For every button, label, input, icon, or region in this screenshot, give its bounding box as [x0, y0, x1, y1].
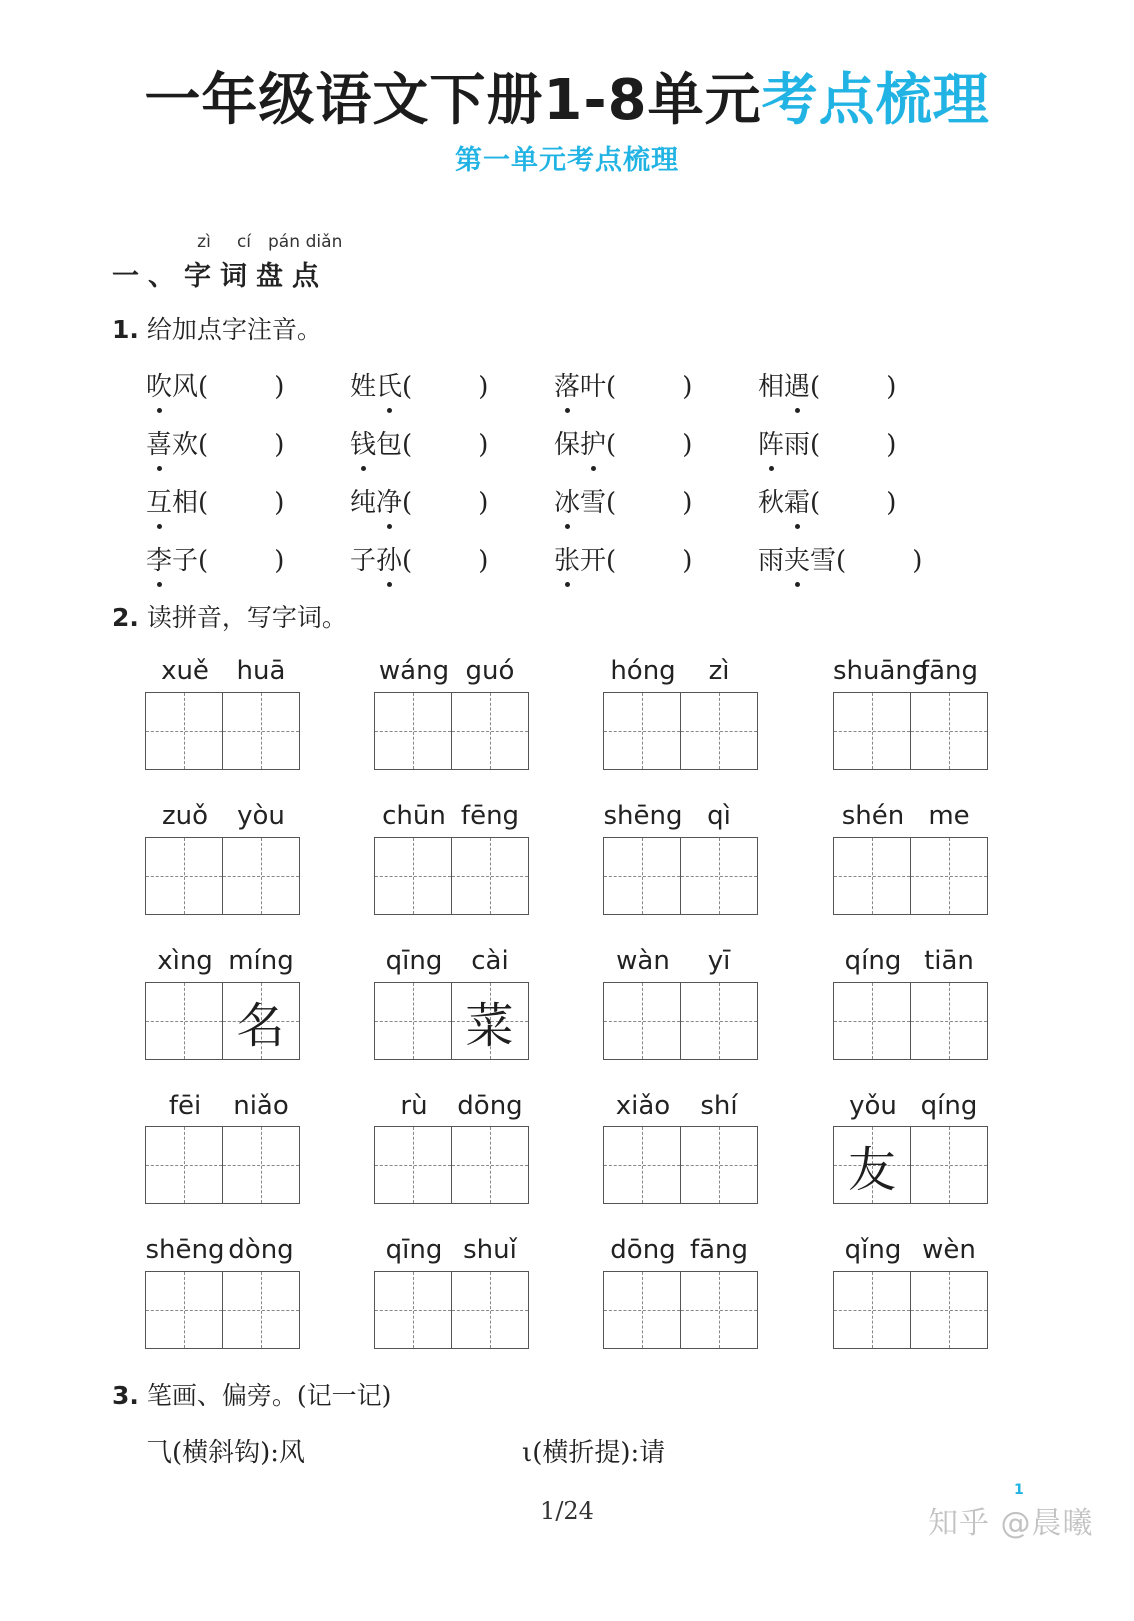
writing-cell[interactable]: [222, 1271, 300, 1349]
paren-close: ): [478, 430, 489, 460]
writing-cell[interactable]: [833, 982, 911, 1060]
written-char: [375, 1127, 451, 1203]
pinyin-syllable: yī: [707, 946, 731, 976]
paren-close: ): [274, 372, 285, 402]
dotted-char: 钱: [350, 424, 376, 461]
written-char: [604, 1272, 680, 1348]
written-char: [911, 693, 987, 769]
section-heading-pinyin: [184, 232, 344, 252]
tianzi-grid: [374, 1126, 530, 1204]
paren-open: (: [606, 430, 617, 460]
pinyin-word-item: [554, 366, 692, 403]
stroke-note: ⺄(横斜钩):风: [146, 1438, 306, 1468]
tianzi-grid: [145, 1126, 301, 1204]
writing-cell[interactable]: [603, 837, 681, 915]
writing-cell[interactable]: [374, 692, 452, 770]
word-char: 子: [172, 546, 199, 576]
paren-close: ): [478, 372, 489, 402]
pinyin-syllable: pán: [268, 232, 300, 252]
pinyin-syllable: niǎo: [233, 1091, 289, 1121]
written-char: [911, 1127, 987, 1203]
dotted-char: 吹: [146, 366, 172, 403]
writing-cell[interactable]: [374, 1126, 452, 1204]
written-char: [681, 983, 757, 1059]
tianzi-grid: [374, 837, 530, 915]
written-char: [681, 838, 757, 914]
dotted-char: 夹: [784, 540, 810, 577]
paren-close: ): [682, 372, 693, 402]
word-char: 叶: [580, 372, 607, 402]
paren-close: ): [886, 430, 897, 460]
page-mark: 1: [1014, 1482, 1024, 1498]
written-char: [911, 838, 987, 914]
pinyin-syllable: yòu: [237, 801, 285, 831]
written-char: [834, 838, 910, 914]
writing-cell[interactable]: [833, 692, 911, 770]
dotted-char: 护: [580, 424, 606, 461]
paren-close: ): [682, 546, 693, 576]
pinyin-syllable: xuě: [161, 656, 209, 686]
tianzi-grid: [145, 982, 301, 1060]
pinyin-word-item: [350, 482, 488, 519]
pinyin-syllable: diǎn: [305, 232, 343, 252]
word-char: 姓: [350, 372, 377, 402]
pinyin-syllable: dōng: [610, 1235, 676, 1265]
writing-cell[interactable]: [910, 1126, 988, 1204]
pinyin-syllable: rù: [400, 1091, 428, 1121]
paren-open: (: [198, 546, 209, 576]
paren-open: (: [606, 372, 617, 402]
paren-open: (: [402, 372, 413, 402]
pinyin-syllable: shuāng: [833, 656, 929, 686]
pinyin-word-item: [554, 424, 692, 461]
paren-close: ): [886, 372, 897, 402]
writing-cell[interactable]: [603, 982, 681, 1060]
tianzi-grid: [603, 692, 759, 770]
paren-close: ): [912, 546, 923, 576]
dotted-char: 氏: [376, 366, 402, 403]
tianzi-grid: [833, 837, 989, 915]
dotted-char: 落: [554, 366, 580, 403]
writing-cell[interactable]: [451, 1271, 529, 1349]
written-char: 菜: [465, 997, 514, 1054]
pinyin-syllable: míng: [228, 946, 294, 976]
word-char: 欢: [172, 430, 199, 460]
paren-close: ): [886, 488, 897, 518]
pinyin-syllable: me: [928, 801, 970, 831]
pinyin-syllable: dōng: [457, 1091, 523, 1121]
paren-close: ): [274, 546, 285, 576]
dotted-char: 喜: [146, 424, 172, 461]
writing-cell[interactable]: [374, 837, 452, 915]
written-char: [604, 838, 680, 914]
tianzi-grid: [603, 1126, 759, 1204]
tianzi-grid: [603, 837, 759, 915]
written-char: [375, 838, 451, 914]
written-char: [223, 838, 299, 914]
dotted-char: 冰: [554, 482, 580, 519]
tianzi-grid: [145, 837, 301, 915]
pinyin-syllable: xìng: [157, 946, 213, 976]
word-char: 包: [376, 430, 403, 460]
pinyin-syllable: huā: [236, 656, 286, 686]
writing-cell[interactable]: [451, 692, 529, 770]
written-char: [146, 1127, 222, 1203]
pinyin-syllable: wàn: [616, 946, 670, 976]
word-char: 雪: [580, 488, 607, 518]
pinyin-syllable: wáng: [378, 656, 450, 686]
pinyin-word-item: [758, 482, 896, 519]
written-char: [834, 1272, 910, 1348]
writing-cell[interactable]: [145, 982, 223, 1060]
paren-open: (: [810, 372, 821, 402]
written-char: [452, 693, 528, 769]
tianzi-grid: [145, 1271, 301, 1349]
written-char: [223, 1272, 299, 1348]
written-char: [834, 693, 910, 769]
word-char: 雪: [810, 546, 837, 576]
written-char: [452, 838, 528, 914]
written-char: 友: [847, 1141, 896, 1198]
writing-cell[interactable]: [145, 837, 223, 915]
writing-cell[interactable]: [603, 1126, 681, 1204]
tianzi-grid: [603, 982, 759, 1060]
pinyin-word-item: [758, 540, 922, 577]
pinyin-syllable: qīng: [385, 1235, 443, 1265]
dotted-char: 孙: [376, 540, 402, 577]
pinyin-word-item: [146, 482, 284, 519]
writing-cell[interactable]: [451, 1126, 529, 1204]
question-2: [112, 598, 347, 634]
written-char: [223, 1127, 299, 1203]
pinyin-syllable: cí: [236, 232, 252, 252]
pinyin-word-item: [350, 366, 488, 403]
question-text: 给加点字注音。: [146, 315, 322, 344]
pinyin-syllable: qīng: [385, 946, 443, 976]
writing-cell[interactable]: [680, 1126, 758, 1204]
pinyin-syllable: wèn: [922, 1235, 976, 1265]
pinyin-syllable: shí: [700, 1091, 738, 1121]
question-text: 笔画、偏旁。(记一记): [146, 1381, 392, 1410]
tianzi-grid: [145, 692, 301, 770]
writing-cell[interactable]: [910, 692, 988, 770]
paren-open: (: [810, 430, 821, 460]
question-number: 2.: [112, 603, 139, 632]
written-char: [452, 1272, 528, 1348]
writing-cell[interactable]: [145, 1126, 223, 1204]
writing-cell[interactable]: [374, 1271, 452, 1349]
title-main: 一年级语文下册1-8单元: [144, 68, 762, 133]
tianzi-grid: [374, 1271, 530, 1349]
paren-close: ): [478, 488, 489, 518]
page-title: [0, 56, 1134, 136]
pinyin-word-item: [146, 366, 284, 403]
dotted-char: 霜: [784, 482, 810, 519]
word-char: 相: [758, 372, 785, 402]
tianzi-grid: [833, 1126, 989, 1204]
written-char: [834, 983, 910, 1059]
pinyin-word-item: [554, 482, 692, 519]
paren-open: (: [606, 488, 617, 518]
written-char: [223, 693, 299, 769]
paren-close: ): [682, 488, 693, 518]
pinyin-syllable: shēng: [603, 801, 683, 831]
stroke-note: ι(横折提):请: [522, 1438, 666, 1468]
tianzi-grid: [833, 982, 989, 1060]
title-highlight: 考点梳理: [761, 68, 990, 133]
tianzi-grid: [833, 692, 989, 770]
pinyin-syllable: hóng: [610, 656, 676, 686]
pinyin-syllable: qíng: [920, 1091, 978, 1121]
paren-open: (: [402, 488, 413, 518]
writing-cell[interactable]: [833, 1271, 911, 1349]
written-char: [146, 983, 222, 1059]
writing-cell[interactable]: [833, 837, 911, 915]
pinyin-syllable: qíng: [844, 946, 902, 976]
pinyin-syllable: fāng: [919, 656, 979, 686]
writing-cell[interactable]: [680, 692, 758, 770]
pinyin-syllable: guó: [465, 656, 515, 686]
pinyin-syllable: chūn: [382, 801, 446, 831]
writing-cell[interactable]: [451, 837, 529, 915]
pinyin-syllable: fēng: [460, 801, 520, 831]
pinyin-syllable: xiǎo: [615, 1091, 671, 1121]
question-1: [112, 310, 322, 346]
pinyin-word-item: [350, 424, 488, 461]
pinyin-word-item: [554, 540, 692, 577]
dotted-char: 张: [554, 540, 580, 577]
paren-open: (: [606, 546, 617, 576]
pinyin-word-item: [758, 366, 896, 403]
word-char: 风: [172, 372, 199, 402]
writing-cell[interactable]: [222, 982, 300, 1060]
pinyin-syllable: zuǒ: [161, 801, 209, 831]
pinyin-syllable: fēi: [168, 1091, 202, 1121]
unit-subtitle: 第一单元考点梳理: [455, 145, 679, 176]
pinyin-syllable: zì: [197, 232, 211, 252]
paren-close: ): [682, 430, 693, 460]
pinyin-syllable: cài: [471, 946, 509, 976]
written-char: [604, 693, 680, 769]
section-heading: 一、字词盘点: [112, 261, 328, 292]
question-number: 3.: [112, 1381, 139, 1410]
written-char: [146, 693, 222, 769]
word-char: 相: [172, 488, 199, 518]
writing-cell[interactable]: [910, 1271, 988, 1349]
written-char: [681, 1127, 757, 1203]
writing-cell[interactable]: [603, 1271, 681, 1349]
word-char: 开: [580, 546, 607, 576]
paren-close: ): [478, 546, 489, 576]
pinyin-syllable: shuǐ: [463, 1235, 517, 1265]
dotted-char: 李: [146, 540, 172, 577]
tianzi-grid: [374, 982, 530, 1060]
written-char: [146, 838, 222, 914]
written-char: [911, 1272, 987, 1348]
paren-open: (: [402, 546, 413, 576]
paren-open: (: [198, 430, 209, 460]
word-char: 纯: [350, 488, 377, 518]
pinyin-syllable: zì: [708, 656, 730, 686]
writing-cell[interactable]: [451, 982, 529, 1060]
writing-cell[interactable]: [680, 982, 758, 1060]
pinyin-word-item: [758, 424, 896, 461]
paren-open: (: [402, 430, 413, 460]
written-char: [375, 693, 451, 769]
paren-open: (: [810, 488, 821, 518]
dotted-char: 互: [146, 482, 172, 519]
written-char: 名: [236, 997, 285, 1054]
word-char: 雨: [784, 430, 811, 460]
writing-cell[interactable]: [374, 982, 452, 1060]
writing-cell[interactable]: [222, 1126, 300, 1204]
tianzi-grid: [833, 1271, 989, 1349]
writing-cell[interactable]: [910, 837, 988, 915]
pinyin-syllable: shén: [841, 801, 905, 831]
question-number: 1.: [112, 315, 139, 344]
paren-open: (: [198, 372, 209, 402]
tianzi-grid: [374, 692, 530, 770]
pinyin-word-item: [146, 540, 284, 577]
question-text: 读拼音，写字词。: [146, 603, 347, 632]
written-char: [452, 1127, 528, 1203]
dotted-char: 遇: [784, 366, 810, 403]
paren-open: (: [836, 546, 847, 576]
word-char: 雨: [758, 546, 785, 576]
writing-cell[interactable]: [680, 1271, 758, 1349]
pinyin-syllable: qì: [707, 801, 731, 831]
written-char: [375, 983, 451, 1059]
word-char: 保: [554, 430, 581, 460]
pinyin-syllable: shēng: [145, 1235, 225, 1265]
pinyin-word-item: [350, 540, 488, 577]
page-number: 1/24: [540, 1497, 594, 1525]
paren-close: ): [274, 430, 285, 460]
writing-cell[interactable]: [910, 982, 988, 1060]
pinyin-syllable: tiān: [924, 946, 974, 976]
written-char: [681, 693, 757, 769]
question-3: [112, 1376, 391, 1412]
written-char: [146, 1272, 222, 1348]
writing-cell[interactable]: [222, 837, 300, 915]
writing-cell[interactable]: [145, 692, 223, 770]
tianzi-grid: [603, 1271, 759, 1349]
pinyin-syllable: qǐng: [844, 1235, 902, 1265]
watermark: 知乎 @晨曦: [928, 1506, 1094, 1541]
pinyin-syllable: dòng: [228, 1235, 294, 1265]
written-char: [604, 983, 680, 1059]
word-char: 子: [350, 546, 377, 576]
written-char: [681, 1272, 757, 1348]
written-char: [604, 1127, 680, 1203]
writing-cell[interactable]: [680, 837, 758, 915]
writing-cell[interactable]: [833, 1126, 911, 1204]
writing-cell[interactable]: [145, 1271, 223, 1349]
written-char: [911, 983, 987, 1059]
pinyin-syllable: yǒu: [849, 1091, 897, 1121]
dotted-char: 阵: [758, 424, 784, 461]
paren-close: ): [274, 488, 285, 518]
written-char: [375, 1272, 451, 1348]
pinyin-syllable: fāng: [689, 1235, 749, 1265]
paren-open: (: [198, 488, 209, 518]
dotted-char: 净: [376, 482, 402, 519]
word-char: 秋: [758, 488, 785, 518]
writing-cell[interactable]: [222, 692, 300, 770]
pinyin-word-item: [146, 424, 284, 461]
writing-cell[interactable]: [603, 692, 681, 770]
